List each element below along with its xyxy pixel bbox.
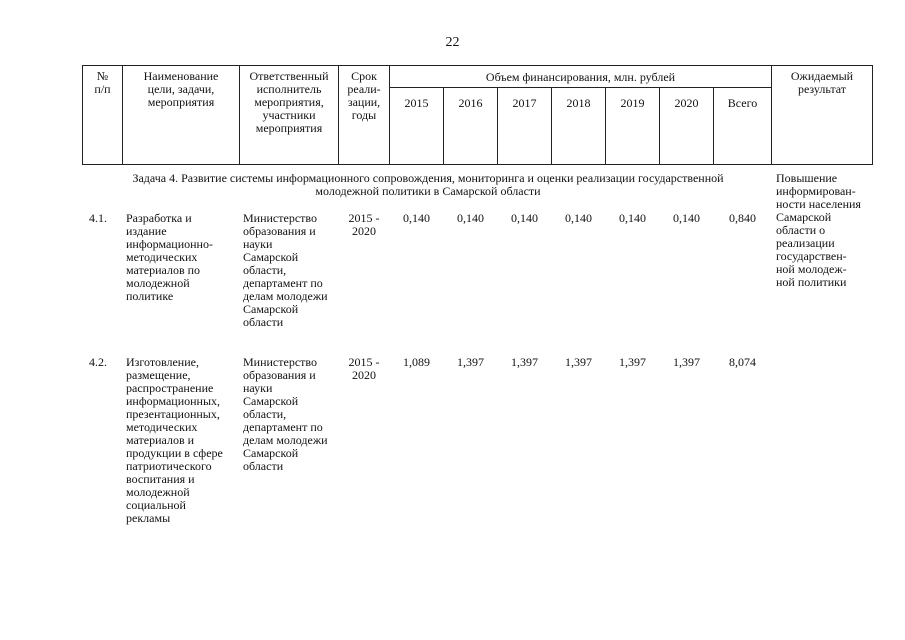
- header-result: Ожидаемый результат: [790, 69, 854, 96]
- row-number: 4.2.: [89, 355, 107, 369]
- row-term: 2015 - 2020: [348, 355, 380, 382]
- header-funding: Объем финансирования, млн. рублей: [485, 70, 676, 84]
- row-value-2016: 0,140: [457, 211, 484, 225]
- header-year-2017: 2017: [512, 96, 537, 110]
- row-value-2015: 1,089: [403, 355, 430, 369]
- header-year-2019: 2019: [620, 96, 645, 110]
- header-year-2020: 2020: [674, 96, 699, 110]
- row-value-2019: 0,140: [619, 211, 646, 225]
- header-name: Наименование цели, задачи, мероприятия: [143, 69, 219, 109]
- row-name: Изготовление, размещение, распространение информационных, презентационных, методических материалов и продукции в сфере патриотического воспитания и молодежной социальной рекламы: [126, 355, 223, 525]
- row-number: 4.1.: [89, 211, 107, 225]
- row-value-total: 0,840: [729, 211, 756, 225]
- header-year-2016: 2016: [458, 96, 483, 110]
- header-term: Срок реали- зации, годы: [347, 69, 381, 122]
- header-year-2015: 2015: [404, 96, 429, 110]
- header-executor: Ответственный исполнитель мероприятия, участники мероприятия: [249, 69, 329, 135]
- task-title: Задача 4. Развитие системы информационного сопровождения, мониторинга и оценки реализации государственной молодежной политики в Самарской области: [132, 171, 724, 198]
- row-value-2020: 0,140: [673, 211, 700, 225]
- row-value-2017: 0,140: [511, 211, 538, 225]
- row-value-2018: 1,397: [565, 355, 592, 369]
- row-value-2015: 0,140: [403, 211, 430, 225]
- row-value-2016: 1,397: [457, 355, 484, 369]
- row-value-2018: 0,140: [565, 211, 592, 225]
- row-value-2019: 1,397: [619, 355, 646, 369]
- row-executor: Министерство образования и науки Самарской области, департамент по делам молодежи Самарской области: [243, 355, 328, 473]
- row-value-total: 8,074: [729, 355, 756, 369]
- row-name: Разработка и издание информационно- методических материалов по молодежной политике: [126, 211, 213, 303]
- row-term: 2015 - 2020: [348, 211, 380, 238]
- task-expected-result: Повышение информирован- ности населения Самарской области о реализации государствен- ной молодеж- ной политики: [776, 171, 861, 289]
- page-number: 22: [445, 35, 460, 50]
- header-number: № п/п: [94, 69, 111, 96]
- row-executor: Министерство образования и науки Самарской области, департамент по делам молодежи Самарской области: [243, 211, 328, 329]
- header-total: Всего: [727, 96, 758, 110]
- row-value-2020: 1,397: [673, 355, 700, 369]
- header-year-2018: 2018: [566, 96, 591, 110]
- row-value-2017: 1,397: [511, 355, 538, 369]
